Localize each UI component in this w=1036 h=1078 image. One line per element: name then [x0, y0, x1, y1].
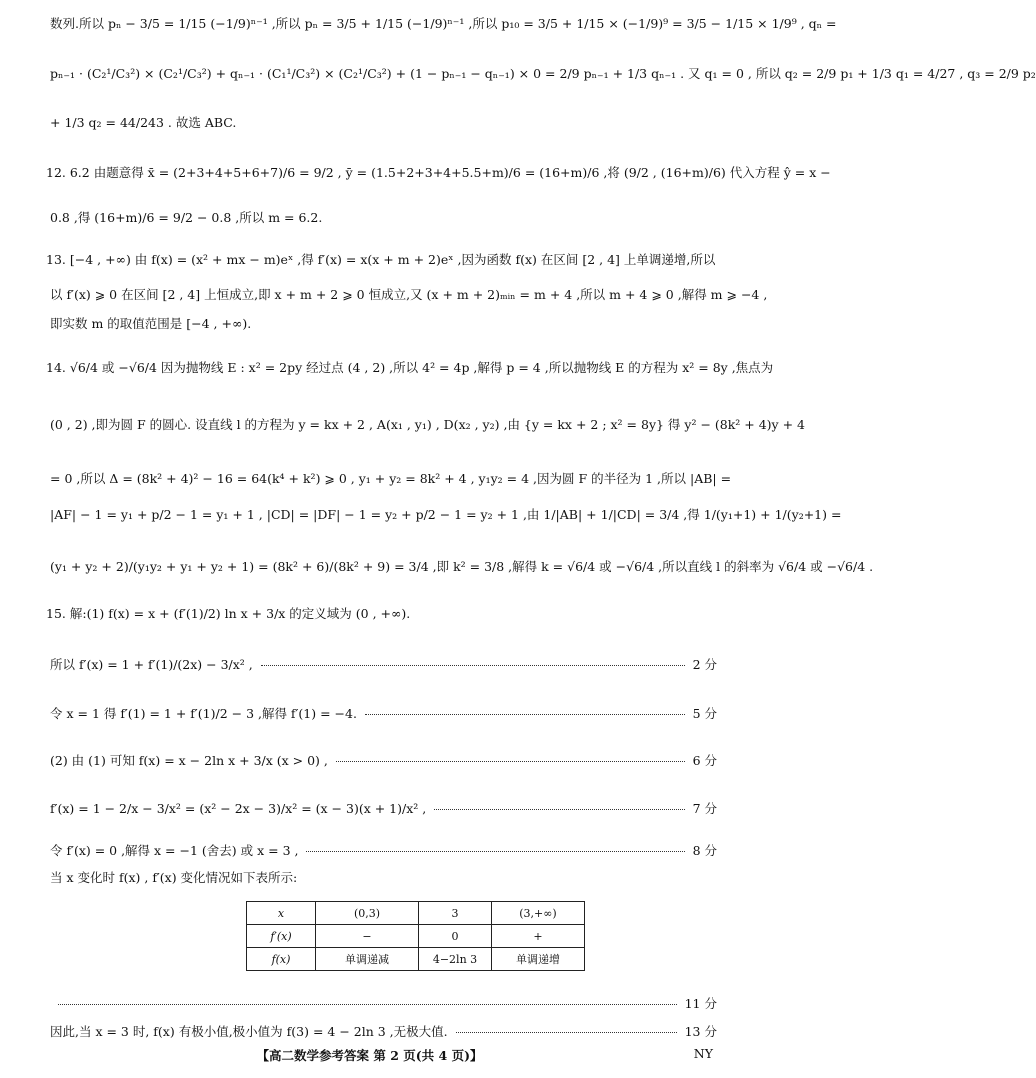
table-cell: 单调递减 [316, 948, 419, 971]
text-line: 15. 解:(1) f(x) = x + (f′(1)/2) ln x + 3/x 的定义域为 (0 , +∞). [46, 606, 411, 621]
dot-leader [456, 1032, 677, 1033]
dot-leader [306, 851, 684, 852]
table-cell: 0 [419, 925, 492, 948]
score-label: 13 分 [684, 1024, 717, 1039]
text-line: 0.8 ,得 (16+m)/6 = 9/2 − 0.8 ,所以 m = 6.2. [50, 210, 323, 225]
score-label: 5 分 [692, 706, 717, 721]
text-line: 以 f′(x) ⩾ 0 在区间 [2 , 4] 上恒成立,即 x + m + 2 ⩾ 0 恒成立,又 (x + m + 2)ₘᵢₙ = m + 4 ,所以 m + 4 ⩾ 0 ,解得 m ⩾ −4 , [50, 287, 768, 302]
text-line: 数列.所以 pₙ − 3/5 = 1/15 (−1/9)ⁿ⁻¹ ,所以 pₙ = 3/5 + 1/15 (−1/9)ⁿ⁻¹ ,所以 p₁₀ = 3/5 + 1/15 × (−1/9)⁹ = 3/5 − 1/15 × 1/9⁹ , qₙ = [50, 16, 837, 31]
text-line [50, 655, 717, 675]
dot-leader [58, 1004, 677, 1005]
score-label: 7 分 [692, 801, 717, 816]
text-line: 当 x 变化时 f(x) , f′(x) 变化情况如下表所示: [50, 870, 298, 885]
table-row [247, 925, 585, 948]
score-label: 11 分 [684, 996, 717, 1011]
score-label: 2 分 [692, 657, 717, 672]
line-text: 所以 f′(x) = 1 + f′(1)/(2x) − 3/x² , [50, 657, 253, 672]
table-cell: x [247, 902, 316, 925]
text-line: 即实数 m 的取值范围是 [−4 , +∞). [50, 316, 252, 331]
dot-leader [365, 714, 685, 715]
text-line: 13. [−4 , +∞) 由 f(x) = (x² + mx − m)eˣ ,得 f′(x) = x(x + m + 2)eˣ ,因为函数 f(x) 在区间 [2 , 4] 上单调递增,所以 [46, 252, 716, 267]
table-cell: 3 [419, 902, 492, 925]
dot-leader [261, 665, 685, 666]
table-cell: f′(x) [247, 925, 316, 948]
footer-code: NY [693, 1046, 713, 1061]
text-line [50, 994, 717, 1014]
dot-leader [434, 809, 684, 810]
text-line [50, 751, 717, 771]
table-row [247, 948, 585, 971]
table-cell: 单调递增 [492, 948, 585, 971]
text-line [50, 1022, 717, 1042]
score-label: 6 分 [692, 753, 717, 768]
text-line: 12. 6.2 由题意得 x̄ = (2+3+4+5+6+7)/6 = 9/2 , ȳ = (1.5+2+3+4+5.5+m)/6 = (16+m)/6 ,将 (9/2 , (16+m)/6) 代入方程 ŷ = x − [46, 165, 831, 180]
table-cell: f(x) [247, 948, 316, 971]
text-line: 14. √6/4 或 −√6/4 因为抛物线 E : x² = 2py 经过点 (4 , 2) ,所以 4² = 4p ,解得 p = 4 ,所以抛物线 E 的方程为 x² = 8y ,焦点为 [46, 360, 774, 375]
text-line: (y₁ + y₂ + 2)/(y₁y₂ + y₁ + y₂ + 1) = (8k² + 6)/(8k² + 9) = 3/4 ,即 k² = 3/8 ,解得 k = √6/4 或 −√6/4 ,所以直线 l 的斜率为 √6/4 或 −√6/4 . [50, 559, 874, 574]
table-row [247, 902, 585, 925]
table-cell: − [316, 925, 419, 948]
text-line: pₙ₋₁ · (C₂¹/C₃²) × (C₂¹/C₃²) + qₙ₋₁ · (C₁¹/C₃²) × (C₂¹/C₃²) + (1 − pₙ₋₁ − qₙ₋₁) × 0 = 2/9 pₙ₋₁ + 1/3 qₙ₋₁ . 又 q₁ = 0 , 所以 q₂ = 2/9 p₁ + 1/3 q₁ = 4/27 , q₃ = 2/9 p₂ [50, 66, 1036, 81]
page-footer: 【高二数学参考答案 第 2 页(共 4 页)】 [256, 1048, 483, 1063]
table-cell: 4−2ln 3 [419, 948, 492, 971]
table-cell: (0,3) [316, 902, 419, 925]
line-text: 因此,当 x = 3 时, f(x) 有极小值,极小值为 f(3) = 4 − 2ln 3 ,无极大值. [50, 1024, 448, 1039]
table-cell: (3,+∞) [492, 902, 585, 925]
text-line: = 0 ,所以 Δ = (8k² + 4)² − 16 = 64(k⁴ + k²) ⩾ 0 , y₁ + y₂ = 8k² + 4 , y₁y₂ = 4 ,因为圆 F 的半径为 1 ,所以 |AB| = [50, 471, 732, 486]
text-line: (0 , 2) ,即为圆 F 的圆心. 设直线 l 的方程为 y = kx + 2 , A(x₁ , y₁) , D(x₂ , y₂) ,由 {y = kx + 2 ; x² = 8y} 得 y² − (8k² + 4)y + 4 [50, 417, 805, 432]
dot-leader [336, 761, 685, 762]
score-label: 8 分 [692, 843, 717, 858]
text-line [50, 704, 717, 724]
line-text: f′(x) = 1 − 2/x − 3/x² = (x² − 2x − 3)/x² = (x − 3)(x + 1)/x² , [50, 801, 427, 816]
line-text: (2) 由 (1) 可知 f(x) = x − 2ln x + 3/x (x > 0) , [50, 753, 328, 768]
text-line: + 1/3 q₂ = 44/243 . 故选 ABC. [50, 115, 237, 130]
line-text: 令 x = 1 得 f′(1) = 1 + f′(1)/2 − 3 ,解得 f′(1) = −4. [50, 706, 357, 721]
variation-table [246, 901, 585, 971]
table-cell: + [492, 925, 585, 948]
text-line: |AF| − 1 = y₁ + p/2 − 1 = y₁ + 1 , |CD| = |DF| − 1 = y₂ + p/2 − 1 = y₂ + 1 ,由 1/|AB| + 1/|CD| = 3/4 ,得 1/(y₁+1) + 1/(y₂+1) = [50, 507, 842, 522]
line-text: 令 f′(x) = 0 ,解得 x = −1 (舍去) 或 x = 3 , [50, 843, 299, 858]
text-line [50, 841, 717, 861]
text-line [50, 799, 717, 819]
